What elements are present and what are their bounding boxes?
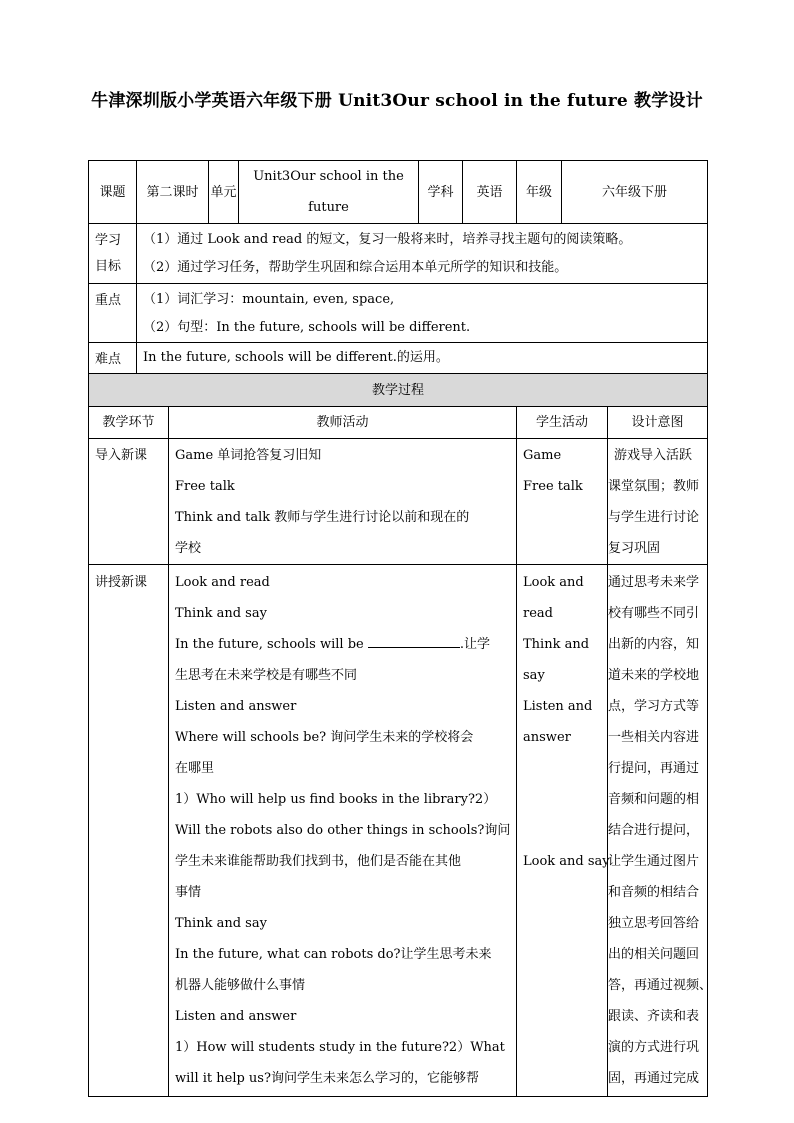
teacher-line: In the future, what can robots do?让学生思考未来 [175, 947, 492, 962]
column-header-student: 学生活动 [517, 407, 608, 439]
key-point-item: （1）词汇学习：mountain, even, space, [143, 292, 395, 307]
objectives-label-line-1: 学习 [95, 233, 122, 248]
teacher-line: 在哪里 [175, 761, 215, 776]
design-line: 答，再通过视频、 [608, 978, 713, 993]
difficulty-text: In the future, schools will be different.的运用。 [137, 343, 708, 374]
student-line: Game [523, 448, 562, 463]
key-points-content [137, 284, 708, 343]
process-header-row [89, 374, 708, 407]
teacher-line-part: In the future, schools will be [175, 637, 364, 652]
objectives-row [89, 224, 708, 284]
teacher-activity-cell [169, 439, 517, 565]
key-points-label: 重点 [89, 284, 137, 343]
objective-item: （2）通过学习任务，帮助学生巩固和综合运用本单元所学的知识和技能。 [143, 260, 568, 275]
topic-label: 课题 [89, 161, 137, 224]
stage-cell: 讲授新课 [89, 565, 169, 1097]
teacher-line: 学校 [175, 541, 202, 556]
student-activity-cell [517, 439, 608, 565]
teacher-line: Will the robots also do other things in schools?询问 [175, 823, 511, 838]
student-line: answer [523, 730, 571, 745]
design-line: 独立思考回答给 [608, 916, 700, 931]
grade-label: 年级 [517, 161, 562, 224]
process-row-new-lesson [89, 565, 708, 1097]
teacher-line: Game 单词抢答复习旧知 [175, 448, 322, 463]
difficulty-label: 难点 [89, 343, 137, 374]
teacher-line-with-blank [175, 629, 512, 660]
design-line: 通过思考未来学 [608, 575, 700, 590]
student-line: say [523, 668, 545, 683]
student-activity-cell [517, 565, 608, 1097]
design-line: 和音频的相结合 [608, 885, 700, 900]
design-line: 课堂氛围；教师 [608, 479, 700, 494]
design-intent-cell [608, 565, 713, 1097]
design-line: 出新的内容，知 [608, 637, 700, 652]
column-header-design: 设计意图 [608, 407, 708, 439]
design-line: 固，再通过完成 [608, 1071, 700, 1086]
design-line: 让学生通过图片 [608, 854, 700, 869]
unit-label: 单元 [209, 161, 239, 224]
design-line: 道未来的学校地 [608, 668, 700, 683]
design-line: 行提问，再通过 [608, 761, 700, 776]
design-line: 结合进行提问， [608, 823, 700, 838]
teacher-line: 1）Who will help us find books in the library?2） [175, 792, 497, 807]
teacher-line: Where will schools be? 询问学生未来的学校将会 [175, 730, 474, 745]
teacher-line: Think and talk 教师与学生进行讨论以前和现在的 [175, 510, 470, 525]
column-header-row [89, 407, 708, 439]
design-intent-cell [608, 439, 708, 565]
lesson-plan-table [88, 160, 713, 1097]
teacher-line: 机器人能够做什么事情 [175, 978, 306, 993]
subject-label: 学科 [419, 161, 463, 224]
student-line: Think and [523, 637, 590, 652]
design-line: 音频和问题的相 [608, 792, 700, 807]
student-line: read [523, 606, 553, 621]
teacher-line: 1）How will students study in the future?2）What [175, 1040, 505, 1055]
column-header-stage: 教学环节 [89, 407, 169, 439]
teacher-line: Listen and answer [175, 1009, 297, 1024]
design-line: 一些相关内容进 [608, 730, 700, 745]
teacher-line: Listen and answer [175, 699, 297, 714]
objectives-content [137, 224, 708, 284]
key-point-item: （2）句型：In the future, schools will be different. [143, 320, 471, 335]
key-points-row [89, 284, 708, 343]
stage-cell: 导入新课 [89, 439, 169, 565]
unit-value: Unit3Our school in the future [239, 161, 419, 224]
objective-item: （1）通过 Look and read 的短文，复习一般将来时，培养寻找主题句的阅读策略。 [143, 232, 632, 247]
column-header-teacher: 教师活动 [169, 407, 517, 439]
teacher-line: 事情 [175, 885, 202, 900]
design-line: 校有哪些不同引 [608, 606, 700, 621]
fill-in-blank [368, 633, 460, 648]
student-line: Look and [523, 575, 584, 590]
objectives-label-line-2: 目标 [95, 259, 122, 274]
design-line: 点，学习方式等 [608, 699, 700, 714]
design-line: 出的相关问题回 [608, 947, 700, 962]
teacher-line: 学生未来谁能帮助我们找到书，他们是否能在其他 [175, 854, 462, 869]
teacher-line: Think and say [175, 916, 267, 931]
objectives-label [89, 224, 137, 284]
process-header: 教学过程 [89, 374, 708, 407]
teacher-activity-cell [169, 565, 517, 1097]
teacher-line: Think and say [175, 606, 267, 621]
design-line: 演的方式进行巩 [608, 1040, 700, 1055]
teacher-line: Free talk [175, 479, 235, 494]
student-line: Listen and [523, 699, 593, 714]
difficulty-row [89, 343, 708, 374]
page-title: 牛津深圳版小学英语六年级下册 Unit3Our school in the future 教学设计 [91, 91, 703, 111]
design-line: 复习巩固 [608, 541, 661, 556]
lesson-value: 第二课时 [137, 161, 209, 224]
design-line: 游戏导入活跃 [614, 448, 693, 463]
process-row-intro [89, 439, 708, 565]
info-row [89, 161, 708, 224]
teacher-line: 生思考在未来学校是有哪些不同 [175, 668, 358, 683]
teacher-line: Look and read [175, 575, 270, 590]
student-line: Look and say [523, 854, 610, 869]
design-line: 与学生进行讨论 [608, 510, 700, 525]
subject-value: 英语 [463, 161, 517, 224]
design-line: 跟读、齐读和表 [608, 1009, 700, 1024]
grade-value: 六年级下册 [562, 161, 708, 224]
teacher-line: will it help us?询问学生未来怎么学习的，它能够帮 [175, 1071, 479, 1086]
teacher-line-part: .让学 [459, 637, 490, 652]
student-line: Free talk [523, 479, 583, 494]
